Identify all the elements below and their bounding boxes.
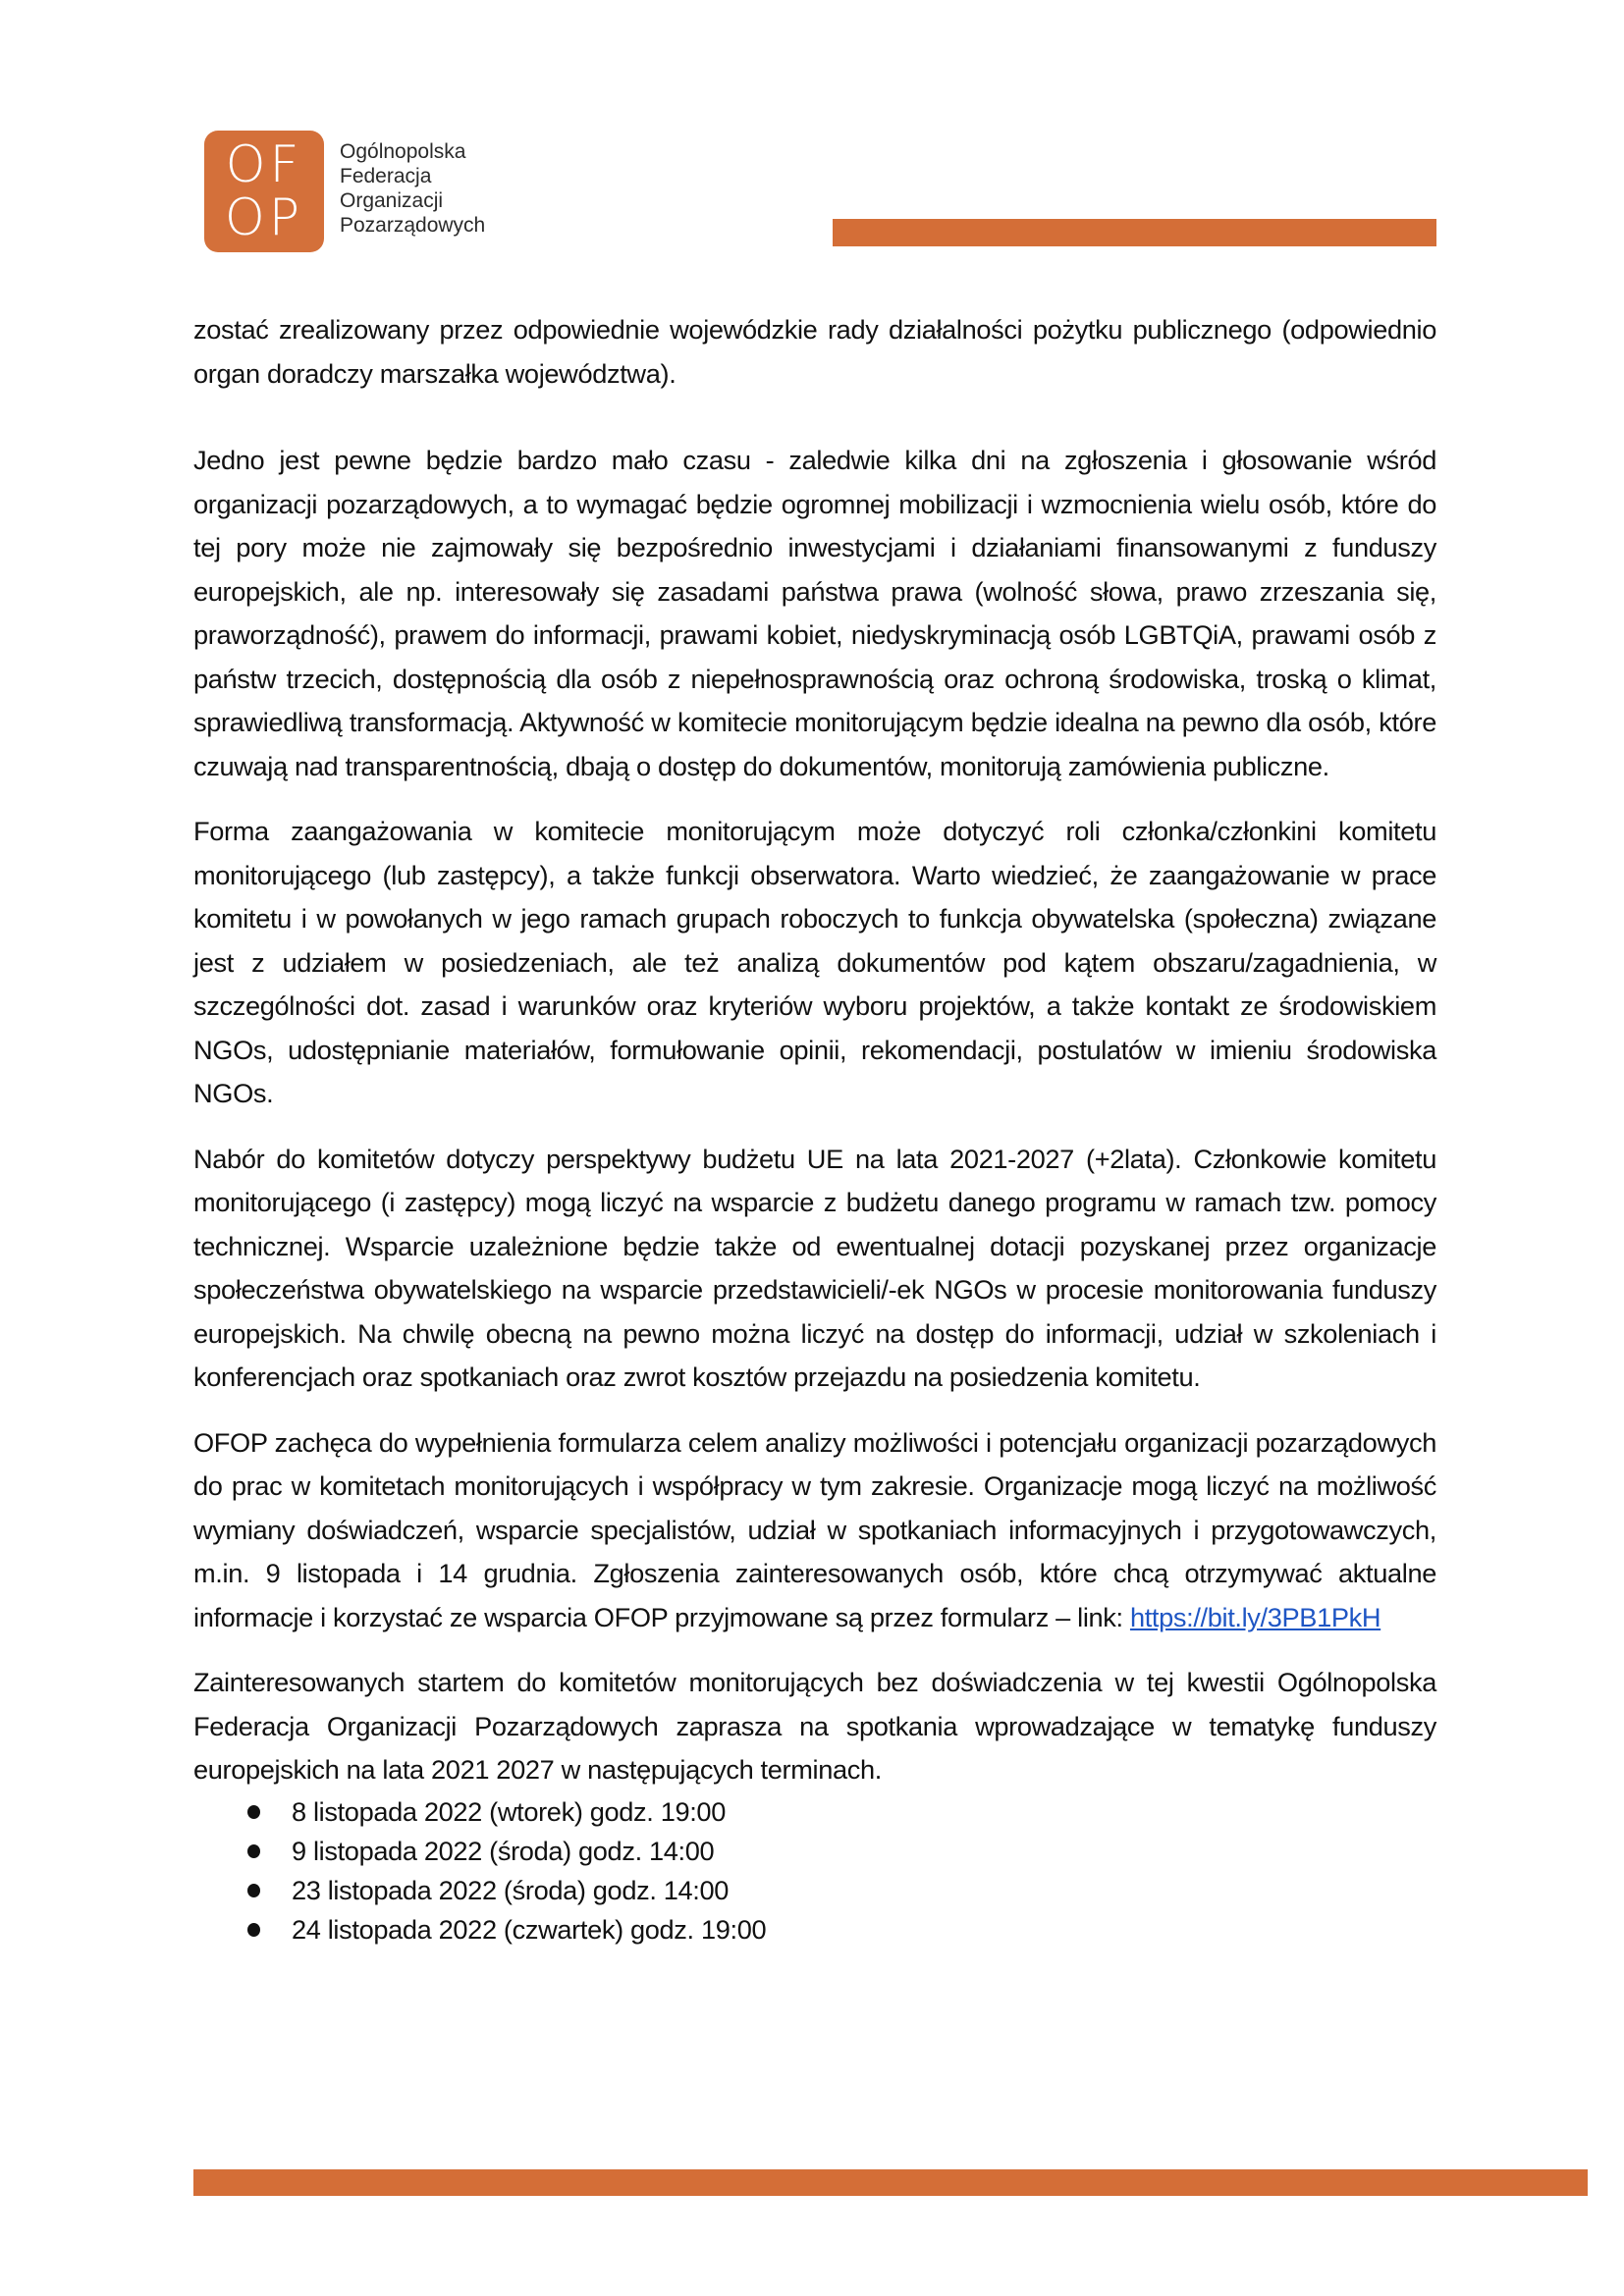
bullet-dot-icon xyxy=(247,1805,260,1819)
meeting-date: 9 listopada 2022 (środa) godz. 14:00 xyxy=(292,1835,715,1866)
bullet-dot-icon xyxy=(247,1844,260,1858)
document-body xyxy=(193,308,1436,1949)
list-item xyxy=(193,1871,1436,1910)
meeting-date: 23 listopada 2022 (środa) godz. 14:00 xyxy=(292,1874,730,1905)
list-item xyxy=(193,1910,1436,1949)
organization-name-line: Organizacji xyxy=(340,189,444,212)
meeting-date: 24 listopada 2022 (czwartek) godz. 19:00 xyxy=(292,1913,767,1945)
paragraph-mobilization: Jedno jest pewne będzie bardzo mało czasu - zaledwie kilka dni na zgłoszenia i głosowanie wśród organizacji pozarządowych, a to wymagać będzie ogromnej mobilizacji i wzmocnienia wielu osób, które do tej pory może nie zajmowały się bezpośrednio inwestycjami i działaniami finansowanymi z funduszy europejskich, ale np. interesowały się zasadami państwa prawa (wolność słowa, prawo zrzeszania się, praworządność), prawem do informacji, prawami kobiet, niedyskryminacją osób LGBTQiA, prawami osób z państw trzecich, dostępnością dla osób z niepełnosprawnością oraz ochroną środowiska, troską o klimat, sprawiedliwą transformacją. Aktywność w komitecie monitorującym będzie idealna na pewno dla osób, które czuwają nad transparentnością, dbają o dostęp do dokumentów, monitorują zamówienia publiczne. xyxy=(193,445,1436,781)
paragraph-continuation: zostać zrealizowany przez odpowiednie wojewódzkie rady działalności pożytku publicznego (odpowiednio organ doradczy marszałka województwa). xyxy=(193,314,1436,389)
bullet-dot-icon xyxy=(247,1884,260,1897)
header-accent-bar xyxy=(833,219,1436,246)
form-link[interactable]: https://bit.ly/3PB1PkH xyxy=(1129,1601,1381,1632)
organization-name-line: Ogólnopolska xyxy=(340,140,466,163)
ofop-logo-icon xyxy=(204,131,324,252)
paragraph-engagement-form: Forma zaangażowania w komitecie monitorującym może dotyczyć roli członka/członkini komitetu monitorującego (lub zastępcy), a także funkcji obserwatora. Warto wiedzieć, że zaangażowanie w prace komitetu i w powołanych w jego ramach grupach roboczych to funkcja obywatelska (społeczna) związane jest z udziałem w posiedzeniach, ale też analizą dokumentów pod kątem obszaru/zagadnienia, w szczególności dot. zasad i warunków oraz kryteriów wyboru projektów, a także kontakt ze środowiskiem NGOs, udostępnianie materiałów, formułowanie opinii, rekomendacji, postulatów w imieniu środowiska NGOs. xyxy=(193,816,1436,1108)
organization-name xyxy=(340,139,485,238)
meeting-dates-list xyxy=(193,1792,1436,1949)
list-item xyxy=(193,1832,1436,1871)
paragraph-recruitment: Nabór do komitetów dotyczy perspektywy budżetu UE na lata 2021-2027 (+2lata). Członkowie komitetu monitorującego (i zastępcy) mogą liczyć na wsparcie z budżetu danego programu w ramach tzw. pomocy technicznej. Wsparcie uzależnione będzie także od ewentualnej dotacji pozyskanej przez organizacje społeczeństwa obywatelskiego na wsparcie przedstawicieli/-ek NGOs w procesie monitorowania funduszy europejskich. Na chwilę obecną na pewno można liczyć na dostęp do informacji, udział w szkoleniach i konferencjach oraz spotkaniach oraz zwrot kosztów przejazdu na posiedzenia komitetu. xyxy=(193,1143,1436,1392)
footer-accent-bar xyxy=(193,2169,1588,2196)
logo-letters xyxy=(204,135,324,247)
organization-name-line: Federacja xyxy=(340,165,432,187)
logo-letters-top: OF xyxy=(225,135,303,194)
list-item xyxy=(193,1792,1436,1832)
logo-letters-bottom: OP xyxy=(224,188,304,247)
bullet-dot-icon xyxy=(247,1923,260,1937)
paragraph-meetings-intro: Zainteresowanych startem do komitetów monitorujących bez doświadczenia w tej kwestii Ogólnopolska Federacja Organizacji Pozarządowych zaprasza na spotkania wprowadzające w tematykę funduszy europejskich na lata 2021 2027 w następujących terminach. xyxy=(193,1667,1436,1785)
paragraph-form-invitation xyxy=(193,1421,1436,1640)
paragraph-form-invitation-text: OFOP zachęca do wypełnienia formularza celem analizy możliwości i potencjału organizacji pozarządowych do prac w komitetach monitorujących i współpracy w tym zakresie. Organizacje mogą liczyć na możliwość wymiany doświadczeń, wsparcie specjalistów, udział w spotkaniach informacyjnych i przygotowawczych, m.in. 9 listopada i 14 grudnia. Zgłoszenia zainteresowanych osób, które chcą otrzymywać aktualne informacje i korzystać ze wsparcia OFOP przyjmowane są przez formularz – link: xyxy=(193,1426,1436,1632)
organization-name-line: Pozarządowych xyxy=(340,214,486,237)
meeting-date: 8 listopada 2022 (wtorek) godz. 19:00 xyxy=(292,1795,726,1827)
